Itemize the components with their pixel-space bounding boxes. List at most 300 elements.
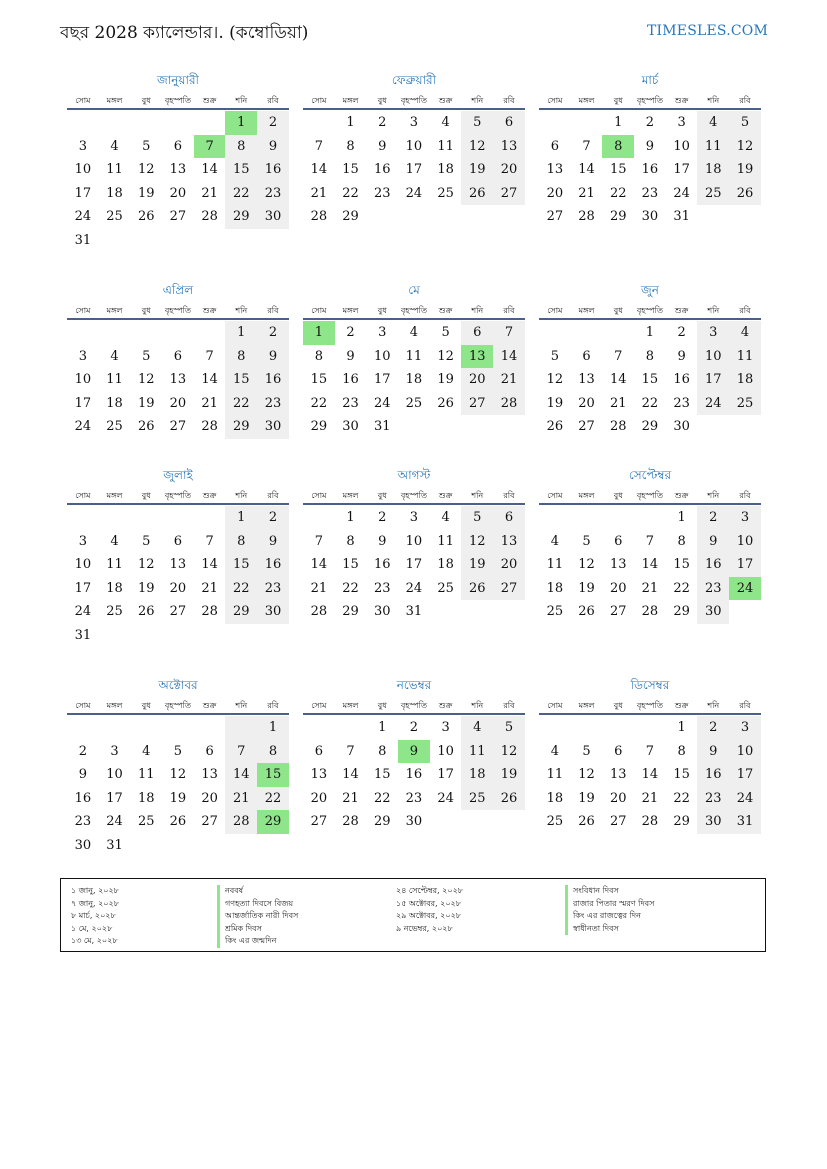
day-cell: 5 <box>550 348 559 364</box>
day-cell: 31 <box>673 209 690 224</box>
weekday-label: বৃহস্পতি <box>164 491 191 500</box>
month-name: আগস্ট <box>397 468 431 482</box>
day-cell: 23 <box>373 580 391 596</box>
day-cell: 16 <box>405 767 423 782</box>
month-calendar <box>67 283 289 439</box>
day-cell: 29 <box>342 209 359 224</box>
day-cell: 6 <box>173 533 183 549</box>
day-cell: 19 <box>137 395 155 411</box>
day-cell: 21 <box>609 395 627 411</box>
day-cell: 15 <box>225 553 257 577</box>
weekday-label: শনি <box>707 96 720 105</box>
day-cell: 19 <box>578 580 595 596</box>
day-grid <box>303 506 525 624</box>
weekday-label: রবি <box>739 306 751 315</box>
weekday-header <box>303 489 525 505</box>
day-cell: 9 <box>78 767 87 782</box>
day-cell: 24 <box>697 392 729 416</box>
day-cell: 17 <box>437 767 454 782</box>
legend-holiday-name: নববর্ষ <box>217 885 298 898</box>
day-cell: 22 <box>225 392 257 416</box>
day-cell: 3 <box>378 325 387 340</box>
day-cell: 24 <box>405 580 423 596</box>
day-cell: 3 <box>110 743 119 759</box>
month-calendar <box>67 73 289 252</box>
day-cell: 12 <box>137 372 155 387</box>
day-cell: 7 <box>614 348 623 364</box>
day-cell: 5 <box>493 716 525 740</box>
weekday-label: সোম <box>75 701 91 710</box>
weekday-header <box>539 304 761 320</box>
day-cell: 20 <box>493 553 525 577</box>
weekday-label: বৃহস্পতি <box>636 491 663 500</box>
day-cell: 29 <box>609 209 627 224</box>
day-cell: 12 <box>437 348 454 364</box>
day-cell: 18 <box>137 790 155 806</box>
day-cell: 8 <box>677 743 686 759</box>
day-cell: 6 <box>550 138 559 154</box>
empty-day-cell <box>130 716 162 740</box>
day-cell: 27 <box>169 604 187 619</box>
day-cell: 12 <box>578 767 595 782</box>
day-cell: 9 <box>697 530 729 554</box>
weekday-label: মঙ্গল <box>578 491 595 500</box>
holiday-day-cell: 1 <box>225 111 257 135</box>
weekday-label: রবি <box>503 306 515 315</box>
day-cell: 21 <box>225 787 257 811</box>
day-cell: 13 <box>609 557 627 572</box>
day-cell: 16 <box>257 368 289 392</box>
day-cell: 14 <box>609 372 627 387</box>
day-cell: 16 <box>342 372 359 387</box>
day-cell: 1 <box>645 325 655 340</box>
day-cell: 27 <box>201 814 218 829</box>
day-cell: 17 <box>106 790 123 806</box>
day-cell: 13 <box>546 162 564 177</box>
day-cell: 23 <box>673 395 690 411</box>
weekday-label: বৃহস্পতি <box>636 96 663 105</box>
weekday-label: সোম <box>75 491 91 500</box>
day-cell: 10 <box>373 348 391 364</box>
day-cell: 25 <box>461 787 493 811</box>
empty-day-cell <box>99 716 131 740</box>
day-cell: 21 <box>641 580 659 596</box>
day-cell: 26 <box>169 814 187 829</box>
day-cell: 9 <box>257 135 289 159</box>
day-cell: 25 <box>546 604 564 619</box>
empty-day-cell <box>99 321 131 345</box>
weekday-label: সোম <box>75 96 91 105</box>
day-cell: 20 <box>201 790 218 806</box>
empty-day-cell <box>162 111 194 135</box>
day-cell: 9 <box>378 533 387 549</box>
day-cell: 23 <box>697 787 729 811</box>
month-calendar <box>67 468 289 647</box>
weekday-label: বৃহস্পতি <box>400 491 427 500</box>
day-cell: 10 <box>106 767 123 782</box>
month-name: জানুয়ারী <box>157 73 199 87</box>
weekday-header <box>303 94 525 110</box>
day-cell: 26 <box>461 182 493 206</box>
day-cell: 12 <box>461 135 493 159</box>
empty-day-cell <box>194 716 226 740</box>
weekday-label: মঙ্গল <box>578 96 595 105</box>
weekday-label: সোম <box>547 96 563 105</box>
brand-link[interactable]: TIMESLES.COM <box>647 23 768 39</box>
empty-day-cell <box>130 506 162 530</box>
day-cell: 10 <box>74 162 92 177</box>
day-cell: 15 <box>609 162 627 177</box>
weekday-label: শনি <box>707 701 720 710</box>
weekday-header <box>67 489 289 505</box>
day-cell: 14 <box>225 763 257 787</box>
day-cell: 17 <box>373 372 391 387</box>
legend-holiday-name: আন্তর্জাতিক নারী দিবস <box>217 910 298 923</box>
weekday-label: বৃহস্পতি <box>400 96 427 105</box>
day-cell: 20 <box>169 395 187 411</box>
day-cell: 30 <box>74 837 92 853</box>
weekday-label: বুধ <box>141 96 151 105</box>
day-cell: 22 <box>225 577 257 601</box>
empty-day-cell <box>194 321 226 345</box>
day-cell: 19 <box>169 790 187 806</box>
day-cell: 28 <box>225 810 257 834</box>
day-cell: 14 <box>641 557 659 572</box>
day-cell: 24 <box>405 185 423 201</box>
day-cell: 2 <box>78 743 87 759</box>
day-cell: 28 <box>310 604 328 619</box>
legend-date: ৭ জানু, ২০২৮ <box>71 898 119 908</box>
day-cell: 17 <box>405 162 423 177</box>
day-cell: 29 <box>342 604 359 619</box>
day-cell: 11 <box>437 533 454 549</box>
weekday-label: রবি <box>739 491 751 500</box>
day-cell: 1 <box>677 720 686 735</box>
day-grid <box>539 321 761 439</box>
weekday-label: বুধ <box>377 491 387 500</box>
day-cell: 24 <box>74 209 92 224</box>
day-cell: 1 <box>346 115 355 130</box>
day-cell: 13 <box>201 767 218 782</box>
day-cell: 9 <box>378 138 387 154</box>
empty-day-cell <box>539 321 571 345</box>
empty-day-cell <box>162 321 194 345</box>
day-cell: 18 <box>461 763 493 787</box>
day-cell: 17 <box>74 185 92 201</box>
day-cell: 21 <box>201 395 218 411</box>
day-cell: 6 <box>614 743 623 759</box>
weekday-label: মঙ্গল <box>106 491 123 500</box>
day-cell: 27 <box>609 604 627 619</box>
month-name: ফেব্রুয়ারী <box>391 73 437 87</box>
day-cell: 4 <box>110 533 119 549</box>
legend-date: ৯ নভেম্বর, ২০২৮ <box>396 923 453 933</box>
weekday-header <box>303 304 525 320</box>
month-calendar <box>303 468 525 624</box>
day-cell: 15 <box>342 162 359 177</box>
day-cell: 14 <box>493 345 525 369</box>
weekday-label: শনি <box>235 491 248 500</box>
weekday-label: মঙ্গল <box>106 701 123 710</box>
day-cell: 28 <box>342 814 359 829</box>
day-cell: 28 <box>641 814 659 829</box>
month-calendar <box>303 678 525 834</box>
day-cell: 22 <box>641 395 659 411</box>
day-cell: 26 <box>137 604 155 619</box>
day-cell: 25 <box>106 419 123 434</box>
day-cell: 6 <box>173 348 183 364</box>
day-cell: 20 <box>461 368 493 392</box>
day-cell: 1 <box>614 115 623 130</box>
month-calendar <box>67 678 289 857</box>
month-calendar <box>303 283 525 439</box>
day-cell: 7 <box>582 138 591 154</box>
weekday-label: শনি <box>707 491 720 500</box>
day-cell: 17 <box>729 553 761 577</box>
day-cell: 22 <box>310 395 328 411</box>
day-cell: 8 <box>346 138 355 154</box>
day-cell: 15 <box>673 557 690 572</box>
legend-dates-left <box>71 885 119 948</box>
holiday-legend <box>60 878 766 952</box>
day-cell: 5 <box>142 138 151 154</box>
weekday-label: শুক্র <box>674 701 689 710</box>
legend-holiday-name: স্বাধীনতা দিবস <box>565 923 654 936</box>
day-cell: 9 <box>346 348 355 364</box>
weekday-label: শুক্র <box>202 306 217 315</box>
legend-date: ৮ মার্চ, ২০২৮ <box>71 911 116 920</box>
day-cell: 18 <box>106 395 123 411</box>
day-cell: 10 <box>405 138 423 154</box>
day-cell: 29 <box>225 415 257 439</box>
weekday-label: সোম <box>311 96 327 105</box>
weekday-label: শনি <box>471 96 484 105</box>
day-cell: 22 <box>342 580 359 596</box>
day-cell: 7 <box>314 533 323 549</box>
day-cell: 9 <box>257 345 289 369</box>
day-cell: 7 <box>645 743 655 759</box>
day-cell: 11 <box>106 162 123 177</box>
day-cell: 4 <box>142 743 151 759</box>
day-cell: 22 <box>373 790 391 806</box>
day-cell: 1 <box>346 510 355 525</box>
day-cell: 13 <box>169 162 187 177</box>
day-cell: 19 <box>578 790 595 806</box>
day-cell: 26 <box>437 395 454 411</box>
day-cell: 16 <box>673 372 690 387</box>
day-cell: 23 <box>373 185 391 201</box>
day-cell: 6 <box>493 506 525 530</box>
day-cell: 21 <box>493 368 525 392</box>
day-cell: 23 <box>697 577 729 601</box>
empty-day-cell <box>571 111 603 135</box>
day-cell: 5 <box>461 111 493 135</box>
day-cell: 14 <box>201 162 218 177</box>
day-cell: 10 <box>74 557 92 572</box>
day-cell: 1 <box>257 716 289 740</box>
month-name: অক্টোবর <box>158 678 198 692</box>
day-cell: 28 <box>201 604 218 619</box>
legend-date: ২৯ অক্টোবর, ২০২৮ <box>396 911 461 920</box>
day-cell: 1 <box>677 510 686 525</box>
day-cell: 2 <box>378 510 387 525</box>
day-cell: 31 <box>74 627 92 643</box>
weekday-label: সোম <box>311 701 327 710</box>
legend-holiday-name: সংবিধান দিবস <box>565 885 654 898</box>
weekday-label: সোম <box>75 306 91 315</box>
day-cell: 4 <box>461 716 493 740</box>
day-cell: 30 <box>342 419 359 434</box>
day-cell: 27 <box>493 182 525 206</box>
day-cell: 1 <box>378 720 387 735</box>
weekday-label: রবি <box>267 491 279 500</box>
empty-day-cell <box>130 111 162 135</box>
weekday-label: বুধ <box>613 701 623 710</box>
weekday-label: রবি <box>267 701 279 710</box>
day-cell: 3 <box>441 720 450 735</box>
day-cell: 18 <box>546 580 564 596</box>
weekday-label: সোম <box>547 491 563 500</box>
day-cell: 30 <box>257 600 289 624</box>
day-cell: 20 <box>609 580 627 596</box>
day-cell: 27 <box>609 814 627 829</box>
month-name: মার্চ <box>641 73 659 87</box>
day-cell: 11 <box>697 135 729 159</box>
day-cell: 30 <box>673 419 690 434</box>
day-cell: 29 <box>673 604 690 619</box>
day-cell: 4 <box>110 348 119 364</box>
day-cell: 11 <box>461 740 493 764</box>
day-cell: 5 <box>461 506 493 530</box>
day-cell: 15 <box>673 767 690 782</box>
day-cell: 24 <box>74 419 92 434</box>
day-cell: 10 <box>729 530 761 554</box>
day-cell: 27 <box>310 814 328 829</box>
day-cell: 9 <box>257 530 289 554</box>
day-cell: 17 <box>74 580 92 596</box>
weekday-label: বৃহস্পতি <box>636 701 663 710</box>
day-cell: 31 <box>373 419 391 434</box>
day-cell: 19 <box>729 158 761 182</box>
day-cell: 12 <box>461 530 493 554</box>
day-cell: 24 <box>74 604 92 619</box>
legend-date: ১৩ মে, ২০২৮ <box>71 936 118 945</box>
weekday-label: বৃহস্পতি <box>164 701 191 710</box>
day-cell: 8 <box>346 533 355 549</box>
weekday-label: বুধ <box>141 701 151 710</box>
day-cell: 30 <box>641 209 659 224</box>
day-cell: 24 <box>673 185 690 201</box>
day-cell: 5 <box>142 348 151 364</box>
day-grid <box>67 506 289 647</box>
day-cell: 7 <box>205 533 214 549</box>
day-cell: 26 <box>578 604 595 619</box>
day-cell: 14 <box>641 767 659 782</box>
day-grid <box>67 716 289 857</box>
empty-day-cell <box>194 111 226 135</box>
day-cell: 22 <box>342 185 359 201</box>
weekday-label: সোম <box>311 491 327 500</box>
day-cell: 8 <box>677 533 686 549</box>
day-cell: 16 <box>257 158 289 182</box>
empty-day-cell <box>303 111 335 135</box>
empty-day-cell <box>67 321 99 345</box>
day-cell: 4 <box>441 115 450 130</box>
legend-date: ১ জানু, ২০২৮ <box>71 886 119 895</box>
day-cell: 5 <box>441 325 450 340</box>
weekday-label: রবি <box>267 96 279 105</box>
day-cell: 17 <box>405 557 423 572</box>
legend-date: ১ মে, ২০২৮ <box>71 923 113 933</box>
day-cell: 18 <box>106 185 123 201</box>
day-grid <box>67 321 289 439</box>
weekday-label: মঙ্গল <box>106 306 123 315</box>
day-cell: 18 <box>106 580 123 596</box>
day-cell: 8 <box>378 743 387 759</box>
day-cell: 25 <box>106 604 123 619</box>
day-cell: 30 <box>697 810 729 834</box>
weekday-label: রবি <box>503 491 515 500</box>
holiday-day-cell: 7 <box>194 135 226 159</box>
empty-day-cell <box>634 716 666 740</box>
empty-day-cell <box>602 716 634 740</box>
weekday-label: শনি <box>471 701 484 710</box>
weekday-label: শুক্র <box>674 96 689 105</box>
month-name: এপ্রিল <box>162 283 194 297</box>
day-cell: 24 <box>437 790 454 806</box>
day-cell: 29 <box>673 814 690 829</box>
day-grid <box>303 111 525 229</box>
weekday-label: মঙ্গল <box>342 306 359 315</box>
weekday-header <box>67 304 289 320</box>
day-cell: 2 <box>378 115 387 130</box>
day-cell: 21 <box>201 580 218 596</box>
empty-day-cell <box>67 506 99 530</box>
holiday-day-cell: 1 <box>303 321 335 345</box>
day-cell: 29 <box>310 419 328 434</box>
weekday-header <box>67 699 289 715</box>
legend-date: ১৫ অক্টোবর, ২০২৮ <box>396 898 461 908</box>
holiday-day-cell: 24 <box>729 577 761 601</box>
day-cell: 14 <box>310 162 328 177</box>
day-cell: 30 <box>697 600 729 624</box>
day-cell: 15 <box>225 158 257 182</box>
weekday-label: শুক্র <box>202 701 217 710</box>
day-cell: 16 <box>373 162 391 177</box>
day-cell: 28 <box>493 392 525 416</box>
day-cell: 6 <box>461 321 493 345</box>
day-cell: 15 <box>225 368 257 392</box>
weekday-label: বৃহস্পতি <box>400 701 427 710</box>
day-cell: 31 <box>106 837 123 853</box>
legend-holiday-name: কিং এর রাজত্বের দিন <box>565 910 654 923</box>
empty-day-cell <box>539 111 571 135</box>
day-cell: 14 <box>342 767 359 782</box>
day-cell: 22 <box>673 790 690 806</box>
day-cell: 4 <box>697 111 729 135</box>
day-cell: 2 <box>346 325 355 340</box>
day-cell: 20 <box>546 185 564 201</box>
day-cell: 3 <box>409 510 419 525</box>
legend-dates-right <box>396 885 463 935</box>
weekday-label: শনি <box>471 306 484 315</box>
month-calendar <box>539 73 761 229</box>
day-cell: 2 <box>677 325 686 340</box>
day-cell: 10 <box>437 743 454 759</box>
day-cell: 12 <box>493 740 525 764</box>
day-cell: 23 <box>342 395 359 411</box>
day-cell: 2 <box>409 720 419 735</box>
